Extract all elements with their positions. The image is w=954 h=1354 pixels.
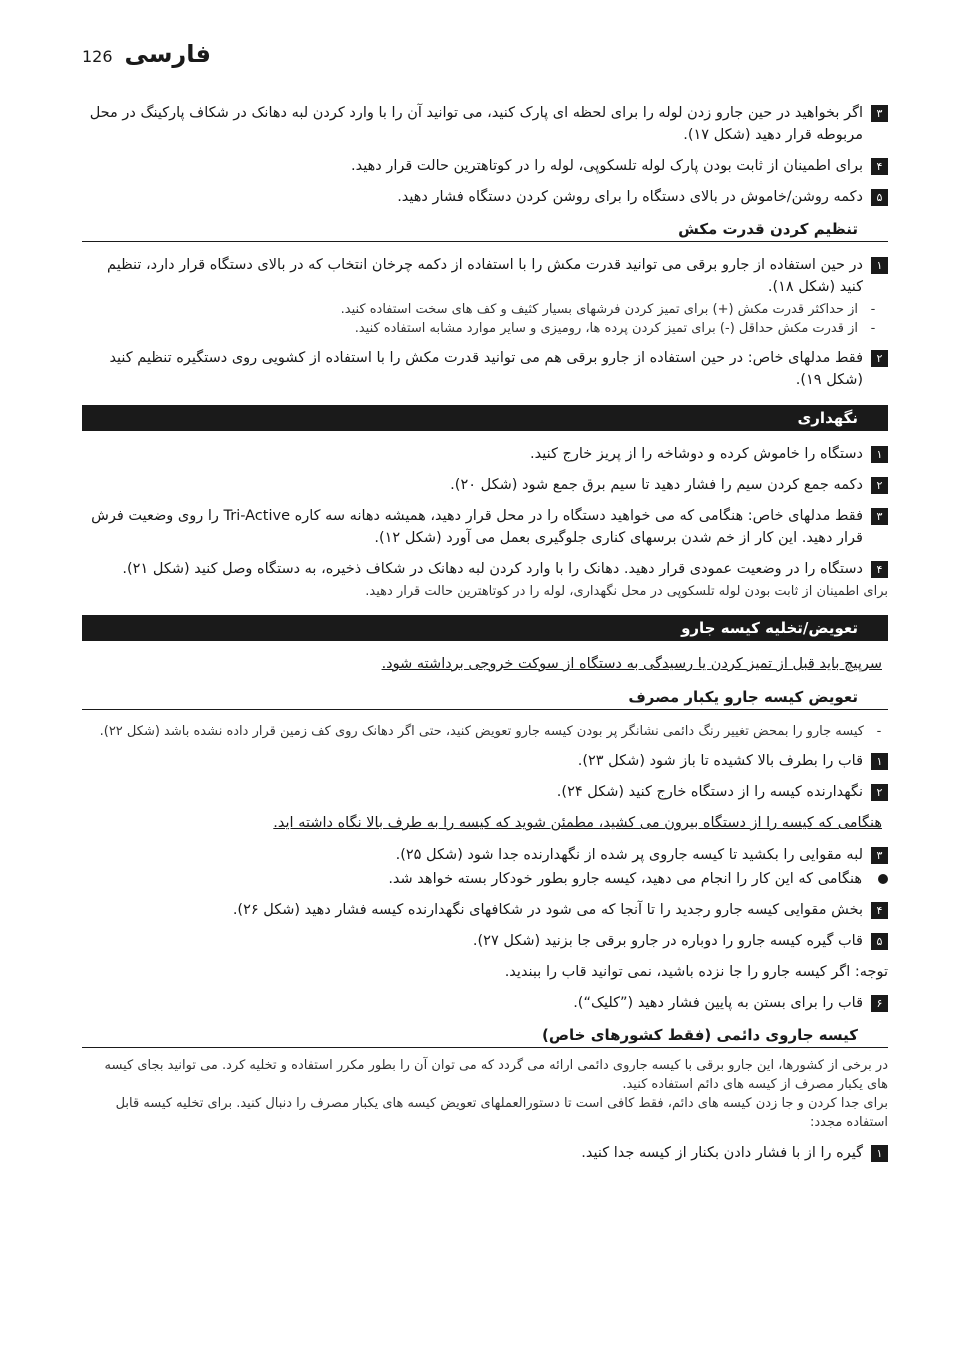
step-number: ۵ <box>871 189 888 206</box>
suction-step-2 <box>82 347 888 391</box>
suction-heading: تنظیم کردن قدرت مکش <box>82 217 888 242</box>
suction-step-1 <box>82 254 888 298</box>
step-number: ۲ <box>871 350 888 367</box>
storage-step-2 <box>82 474 888 496</box>
step-number: ۶ <box>871 995 888 1012</box>
step-number: ۴ <box>871 158 888 175</box>
bag-step-1 <box>82 750 888 772</box>
step-text <box>82 505 863 549</box>
bag-step-4 <box>82 899 888 921</box>
sub-text: از حداکثر قدرت مکش (+) برای تمیز کردن فرشهای بسیار کثیف و کف های سخت استفاده کنید. <box>340 302 858 317</box>
dash-marker: - <box>870 321 876 336</box>
intro-step-5 <box>82 186 888 208</box>
step-text: لبه مقوایی را بکشید تا کیسه جاروی پر شده از نگهدارنده جدا شود (شکل ۲۵). <box>395 847 863 863</box>
suction-sub-max <box>82 300 888 319</box>
step-number: ۱ <box>871 257 888 274</box>
step-text: قاب را بطرف بالا کشیده تا باز شود (شکل ۲۳). <box>577 753 863 769</box>
step-number: ۵ <box>871 933 888 950</box>
step-number: ۴ <box>871 902 888 919</box>
result-text: هنگامی که این کار را انجام می دهید، کیسه جارو بطور خودکار بسته خواهد شد. <box>388 871 862 887</box>
brand-name: Tri-Active <box>223 508 290 524</box>
permanent-bag-step-1 <box>82 1142 888 1164</box>
storage-note: برای اطمینان از ثابت بودن لوله تلسکوپی در محل نگهداری، لوله را در کوتاهترین حالت قرار دهید. <box>365 584 888 599</box>
disposable-bag-heading: تعویض کیسه جارو یکبار مصرف <box>82 685 888 710</box>
step-number: ۳ <box>871 105 888 122</box>
bag-heading: تعویض/تخلیه کیسه جارو <box>82 615 888 641</box>
step-text-before: فقط مدلهای خاص: هنگامی که می خواهید دستگاه را در محل قرار دهید، همیشه دهانه سه کاره <box>294 508 863 524</box>
bag-note: توجه: اگر کیسه جارو را جا نزده باشید، نمی توانید قاب را ببندید. <box>504 964 888 980</box>
step-text: دکمه روشن/خاموش در بالای دستگاه را برای روشن کردن دستگاه فشار دهید. <box>397 189 863 205</box>
bag-step-3 <box>82 844 888 866</box>
page-number: 126 <box>82 47 113 66</box>
permanent-bag-para-1: در برخی از کشورها، این جارو برقی با کیسه جاروی دائمی ارائه می گردد که می توان آن را بطور مکرر استفاده و تخلیه کرد. می توانید بجای کیسه های یکبار مصرف از کیسه های دائم استفاده کنید. <box>104 1058 888 1092</box>
suction-sub-min <box>82 319 888 338</box>
bullet-icon <box>878 874 888 884</box>
step-text: دستگاه را در وضعیت عمودی قرار دهید. دهانک را با وارد کردن لبه دهانک در شکاف ذخیره، به دستگاه وصل کنید (شکل ۲۱). <box>122 561 863 577</box>
step-text: دستگاه را خاموش کرده و دوشاخه را از پریز خارج کنید. <box>530 446 863 462</box>
bag-step-5 <box>82 930 888 952</box>
step-number: ۲ <box>871 784 888 801</box>
step-number: ۳ <box>871 508 888 525</box>
step-number: ۱ <box>871 446 888 463</box>
bag-step-6 <box>82 992 888 1014</box>
step-text: برای اطمینان از ثابت بودن پارک لوله تلسکوپی، لوله را در کوتاهترین حالت قرار دهید. <box>351 158 863 174</box>
step-number: ۱ <box>871 1145 888 1162</box>
page-header <box>82 40 888 86</box>
disposable-bag-sub <box>82 722 888 741</box>
storage-step-1 <box>82 443 888 465</box>
step-text: قاب را برای بستن به پایین فشار دهید (”کلیک“). <box>573 995 863 1011</box>
permanent-bag-para-2: برای جدا کردن و جا زدن کیسه های دائم، فقط کافی است تا دستورالعملهای تعویض کیسه های یکبار مصرف را دنبال کنید. برای تخلیه کیسه قابل استفاده مجدد: <box>115 1096 888 1130</box>
manual-page <box>82 40 888 1173</box>
step-number: ۴ <box>871 561 888 578</box>
step-text: گیره را از با فشار دادن بکنار از کیسه جدا کنید. <box>581 1145 863 1161</box>
bag-step-2 <box>82 781 888 803</box>
dash-marker: - <box>870 302 876 317</box>
storage-step-4 <box>82 558 888 580</box>
step-text: نگهدارنده کیسه را از دستگاه خارج کنید (شکل ۲۴). <box>556 784 863 800</box>
step-text: بخش مقوایی کیسه جارو رجدید را تا آنجا که می شود در شکافهای نگهدارنده کیسه فشار دهید (شکل ۲۶). <box>232 902 863 918</box>
dash-marker: - <box>876 724 882 739</box>
bag-caution: هنگامی که کیسه را از دستگاه بیرون می کشید، مطمئن شوید که کیسه را به طرف بالا نگاه داشته اید. <box>273 815 882 831</box>
sub-text: از قدرت مکش حداقل (-) برای تمیز کردن پرده ها، رومیزی و سایر موارد مشابه استفاده کنید. <box>354 321 858 336</box>
step-text: قاب گیره کیسه جارو را دوباره در جارو برقی جا بزنید (شکل ۲۷). <box>472 933 863 949</box>
step-text: دکمه جمع کردن سیم را فشار دهید تا سیم برق جمع شود (شکل ۲۰). <box>450 477 863 493</box>
bag-step-3-result <box>82 868 888 890</box>
step-number: ۲ <box>871 477 888 494</box>
step-text-after: را روی وضعیت فرش قرار دهید. این کار از خم شدن برسهای کناری جلوگیری بعمل می آورد (شکل ۱۲). <box>91 508 863 546</box>
step-number: ۱ <box>871 753 888 770</box>
intro-step-4 <box>82 155 888 177</box>
storage-step-3 <box>82 505 888 549</box>
storage-heading: نگهداری <box>82 405 888 431</box>
step-text: در حین استفاده از جارو برقی می توانید قدرت مکش را با استفاده از دکمه چرخان انتخاب که در بالای دستگاه قرار دارد، تنظیم کنید (شکل ۱۸). <box>107 257 863 295</box>
sub-text: کیسه جارو را بمحض تغییر رنگ دائمی نشانگر پر بودن کیسه جارو تعویض کنید، حتی اگر دهانک روی کف زمین قرار داده نشده باشد (شکل ۲۲). <box>99 724 864 739</box>
step-text: فقط مدلهای خاص: در حین استفاده از جارو برقی هم می توانید قدرت مکش را با استفاده از کشویی روی دستگیره تنظیم کنید (شکل ۱۹). <box>109 350 863 388</box>
step-text: اگر بخواهید در حین جارو زدن لوله را برای لحظه ای پارک کنید، می توانید آن را با وارد کردن لبه دهانک در شکاف پارکینگ در محل مربوطه قرار دهید (شکل ۱۷). <box>89 105 863 143</box>
permanent-bag-heading: کیسه جاروی دائمی (فقط کشورهای خاص) <box>82 1023 888 1048</box>
safety-warning: سرپیچ باید قبل از تمیز کردن یا رسیدگی به دستگاه از سوکت خروجی برداشته شود. <box>381 656 882 672</box>
step-number: ۳ <box>871 847 888 864</box>
intro-step-3 <box>82 102 888 146</box>
language-title: فارسی <box>124 40 211 68</box>
